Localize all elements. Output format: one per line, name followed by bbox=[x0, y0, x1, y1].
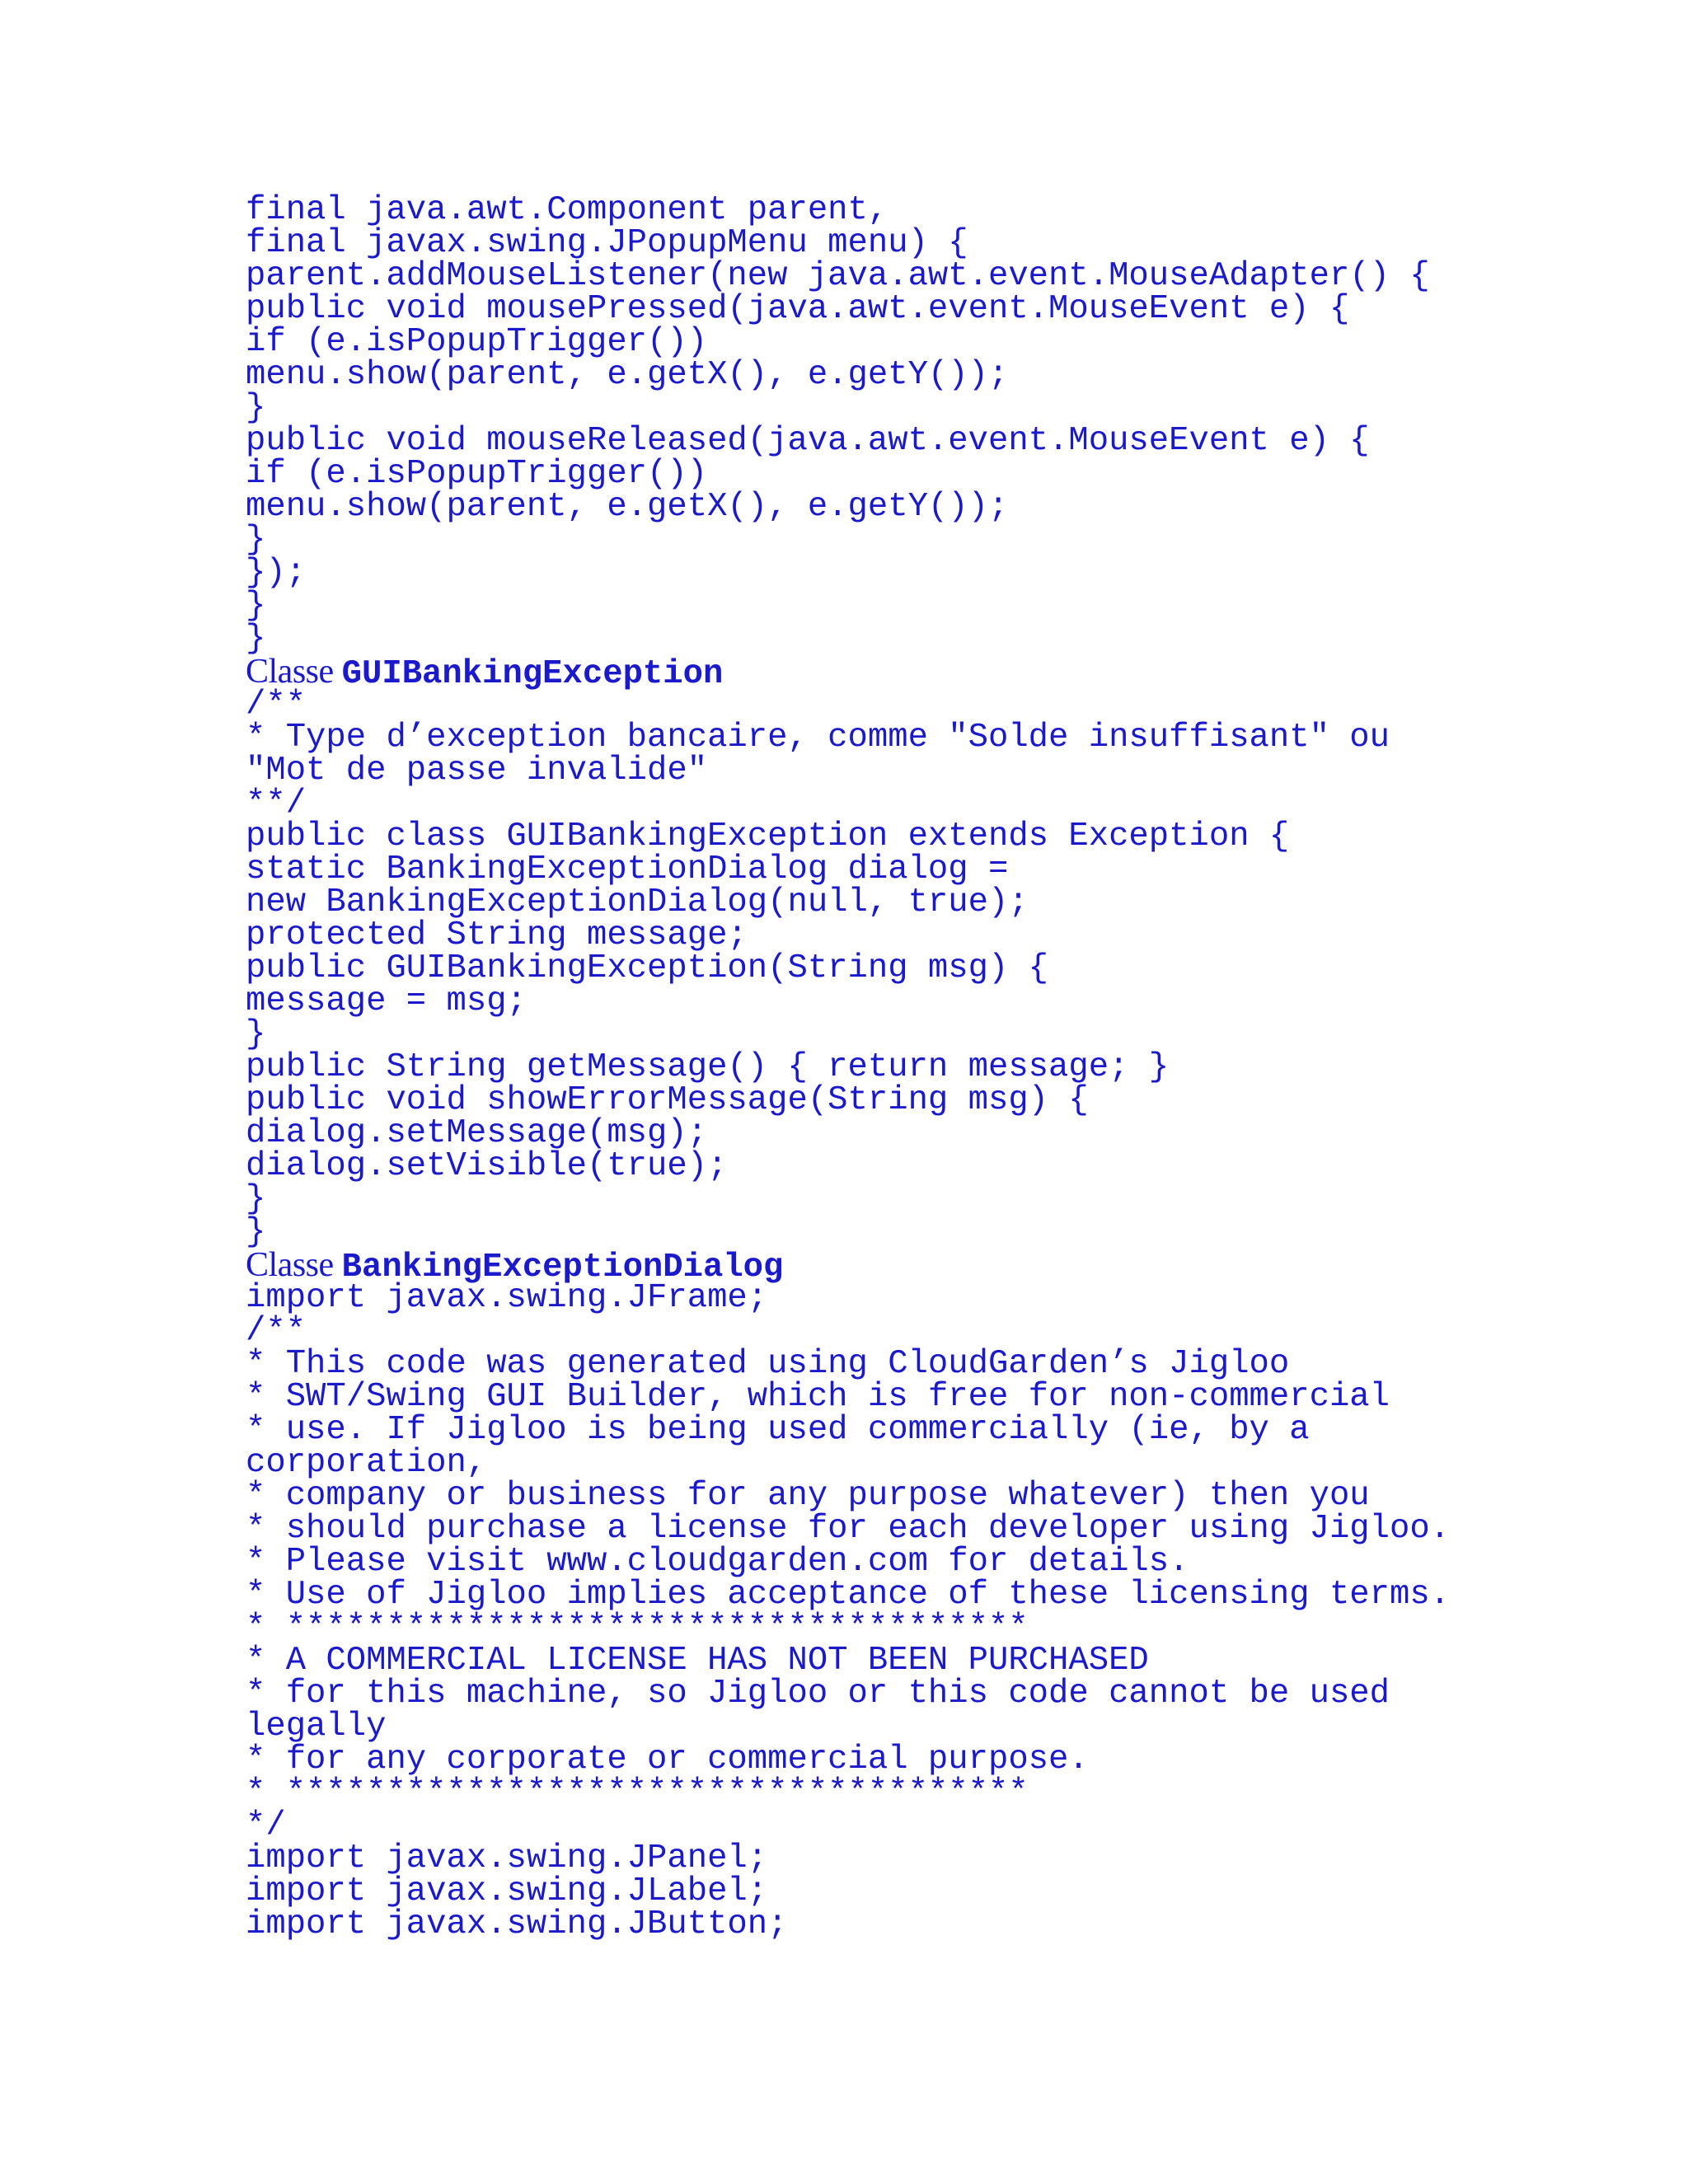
code-line: * Type d’exception bancaire, comme "Solde insuffisant" ou bbox=[246, 719, 1390, 757]
code-line: */ bbox=[246, 1807, 286, 1844]
class-heading-prefix: Classe bbox=[246, 1246, 342, 1284]
code-line: import javax.swing.JButton; bbox=[246, 1905, 788, 1943]
code-line: protected String message; bbox=[246, 916, 748, 954]
code-line: final javax.swing.JPopupMenu menu) { bbox=[246, 224, 968, 262]
code-line: import javax.swing.JLabel; bbox=[246, 1872, 768, 1910]
code-line: * ************************************* bbox=[246, 1774, 1029, 1811]
code-line: /** bbox=[246, 1312, 307, 1350]
code-line: if (e.isPopupTrigger()) bbox=[246, 323, 708, 361]
code-line: * use. If Jigloo is being used commercially (ie, by a bbox=[246, 1411, 1310, 1449]
code-line: static BankingExceptionDialog dialog = bbox=[246, 851, 1009, 888]
code-line: parent.addMouseListener(new java.awt.event.MouseAdapter() { bbox=[246, 257, 1430, 295]
code-line: } bbox=[246, 389, 266, 427]
class-heading bbox=[246, 653, 1482, 693]
code-line: public GUIBankingException(String msg) { bbox=[246, 949, 1049, 987]
code-line: corporation, bbox=[246, 1444, 487, 1482]
code-line: public class GUIBankingException extends Exception { bbox=[246, 818, 1290, 855]
code-line: }); bbox=[246, 554, 307, 592]
class-heading-name: BankingExceptionDialog bbox=[341, 1249, 784, 1286]
code-line: * for this machine, so Jigloo or this code cannot be used bbox=[246, 1675, 1390, 1713]
code-line: public void showErrorMessage(String msg) { bbox=[246, 1081, 1089, 1119]
code-line: dialog.setVisible(true); bbox=[246, 1147, 728, 1185]
class-heading bbox=[246, 1246, 1482, 1286]
code-line: } bbox=[246, 521, 266, 559]
code-line: /** bbox=[246, 686, 307, 724]
code-line: } bbox=[246, 1015, 266, 1053]
code-line: * This code was generated using CloudGarden’s Jigloo bbox=[246, 1345, 1290, 1383]
code-line: public void mouseReleased(java.awt.event.MouseEvent e) { bbox=[246, 422, 1370, 460]
code-line: * Use of Jigloo implies acceptance of these licensing terms. bbox=[246, 1576, 1451, 1614]
code-line: } bbox=[246, 1213, 266, 1251]
code-line: * for any corporate or commercial purpose. bbox=[246, 1741, 1089, 1779]
code-line: message = msg; bbox=[246, 982, 527, 1020]
code-listing bbox=[246, 191, 1482, 1943]
code-line: dialog.setMessage(msg); bbox=[246, 1114, 708, 1152]
code-line: * Please visit www.cloudgarden.com for details. bbox=[246, 1543, 1189, 1581]
code-line: * company or business for any purpose whatever) then you bbox=[246, 1477, 1370, 1515]
code-line: } bbox=[246, 620, 266, 658]
code-line: * SWT/Swing GUI Builder, which is free for non-commercial bbox=[246, 1378, 1390, 1416]
code-line: **/ bbox=[246, 785, 307, 823]
code-line: menu.show(parent, e.getX(), e.getY()); bbox=[246, 488, 1009, 526]
code-line: public void mousePressed(java.awt.event.MouseEvent e) { bbox=[246, 290, 1350, 328]
code-line: import javax.swing.JFrame; bbox=[246, 1279, 768, 1317]
code-line: * ************************************* bbox=[246, 1609, 1029, 1647]
code-line: new BankingExceptionDialog(null, true); bbox=[246, 883, 1029, 921]
code-line: } bbox=[246, 587, 266, 625]
class-heading-name: GUIBankingException bbox=[341, 655, 724, 693]
code-line: } bbox=[246, 1180, 266, 1218]
class-heading-prefix: Classe bbox=[246, 653, 342, 691]
code-line: import javax.swing.JPanel; bbox=[246, 1840, 768, 1877]
code-line: if (e.isPopupTrigger()) bbox=[246, 455, 708, 493]
code-line: * should purchase a license for each developer using Jigloo. bbox=[246, 1510, 1451, 1548]
code-line: public String getMessage() { return message; } bbox=[246, 1048, 1170, 1086]
code-line: * A COMMERCIAL LICENSE HAS NOT BEEN PURCHASED bbox=[246, 1642, 1149, 1680]
code-line: menu.show(parent, e.getX(), e.getY()); bbox=[246, 356, 1009, 394]
code-line: legally bbox=[246, 1708, 387, 1746]
code-line: "Mot de passe invalide" bbox=[246, 752, 708, 790]
code-line: final java.awt.Component parent, bbox=[246, 191, 889, 229]
